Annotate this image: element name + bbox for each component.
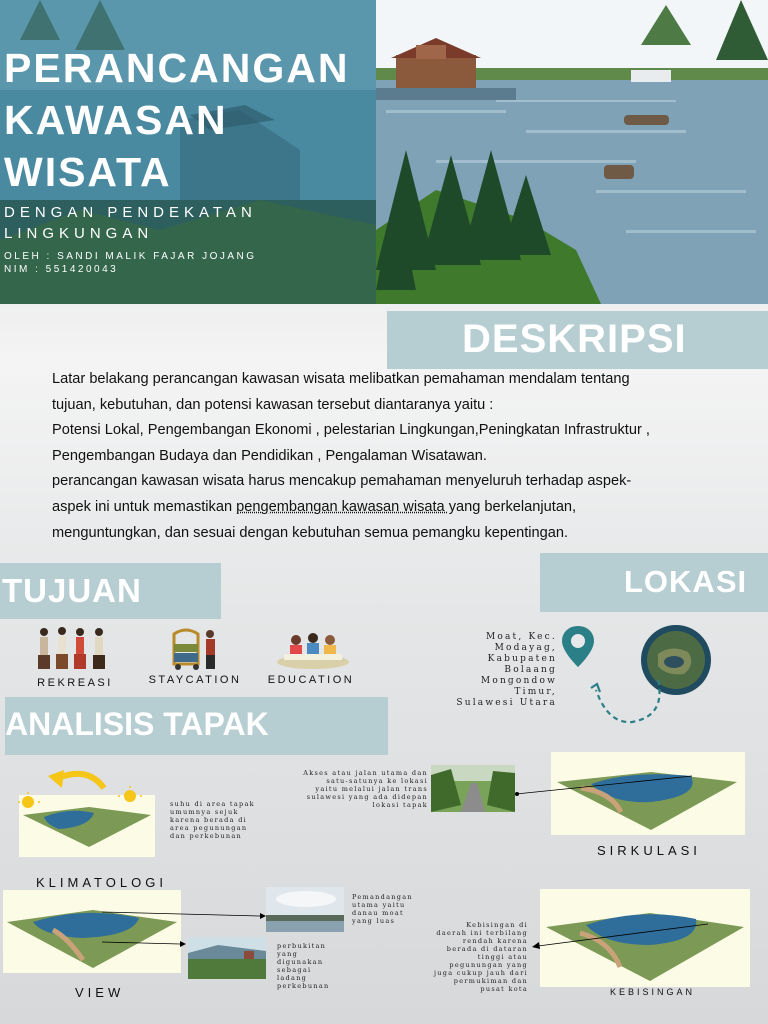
dashed-arrow-icon bbox=[588, 676, 666, 730]
hero-left-panel bbox=[0, 0, 376, 304]
view2-line-3: digunakan bbox=[277, 958, 324, 966]
sirk-note-4: sulawesi yang ada didepan bbox=[306, 793, 428, 801]
klimatologi-note bbox=[170, 800, 260, 840]
tujuan-heading-bar bbox=[0, 563, 221, 619]
address-line-3: Kabupaten bbox=[487, 654, 557, 664]
deskripsi-line-6 bbox=[52, 495, 752, 521]
keb-note-7: juga cukup jauh dari bbox=[433, 969, 528, 977]
sirk-note-1: Akses atau jalan utama dan bbox=[303, 769, 428, 777]
keb-note-2: daerah ini terbilang bbox=[436, 929, 528, 937]
deskripsi-paragraph bbox=[52, 367, 752, 546]
subtitle bbox=[4, 202, 257, 244]
klim-note-2: umumnya sejuk bbox=[170, 808, 239, 816]
sirk-note-5: lokasi tapak bbox=[372, 801, 428, 809]
subtitle-line-2: LINGKUNGAN bbox=[4, 225, 154, 242]
keb-note-5: tinggi atau bbox=[477, 953, 528, 961]
keb-note-9: pusat kota bbox=[480, 985, 528, 993]
keb-note-8: permukiman dan bbox=[453, 977, 528, 985]
lake-view-photo bbox=[266, 887, 344, 932]
main-title bbox=[4, 42, 349, 198]
title-line-3: WISATA bbox=[4, 149, 172, 195]
hills-photo bbox=[188, 937, 266, 979]
kebisingan-label: KEBISINGAN bbox=[610, 987, 696, 997]
line6-after: yang berkelanjutan, bbox=[448, 498, 577, 515]
address-line-6: Timur, bbox=[514, 687, 557, 697]
sirkulasi-label: SIRKULASI bbox=[597, 843, 701, 858]
klim-note-4: area pegunungan bbox=[170, 824, 248, 832]
lokasi-address bbox=[440, 632, 557, 709]
subtitle-line-1: DENGAN PENDEKATAN bbox=[4, 204, 257, 221]
sirk-note-3: yaitu melalui jalan trans bbox=[315, 785, 428, 793]
view2-line-6: perkebunan bbox=[277, 982, 330, 990]
hero-render-image bbox=[376, 0, 768, 304]
keb-note-4: berada di dataran bbox=[446, 945, 528, 953]
luggage-cart-icon bbox=[166, 626, 224, 672]
map-pin-icon bbox=[560, 624, 596, 670]
address-line-5: Mongondow bbox=[480, 676, 557, 686]
view-label: VIEW bbox=[75, 985, 125, 1000]
deskripsi-line-1: Latar belakang perancangan kawasan wisata melibatkan pemahaman mendalam tentang bbox=[52, 371, 630, 387]
deskripsi-line-5: perancangan kawasan wisata harus mencakup pemahaman menyeluruh terhadap aspek- bbox=[52, 473, 632, 490]
road-photo bbox=[431, 765, 515, 812]
author-block bbox=[4, 250, 257, 276]
line6-underlined-link[interactable]: pengembangan kawasan wisata bbox=[236, 498, 449, 515]
view1-line-1: Pemandangan bbox=[352, 893, 413, 901]
view2-line-2: yang bbox=[277, 950, 299, 958]
sirkulasi-pointer-line bbox=[514, 774, 694, 798]
lokasi-heading-bar bbox=[540, 553, 768, 612]
author-nim: NIM : 551420043 bbox=[4, 264, 119, 275]
view-note-1 bbox=[352, 893, 422, 925]
deskripsi-heading: DESKRIPSI bbox=[462, 317, 687, 361]
view2-line-4: sebagai bbox=[277, 966, 312, 974]
sirk-note-2: satu-satunya ke lokasi bbox=[326, 777, 428, 785]
author-name: OLEH : SANDI MALIK FAJAR JOJANG bbox=[4, 251, 257, 262]
tujuan-heading: TUJUAN bbox=[2, 572, 142, 609]
view1-line-3: danau moat bbox=[352, 909, 404, 917]
analisis-heading: ANALISIS TAPAK bbox=[5, 706, 269, 742]
view2-line-1: perbukitan bbox=[277, 942, 327, 950]
deskripsi-heading-bar bbox=[387, 311, 768, 369]
sirkulasi-note bbox=[298, 769, 428, 809]
klimatologi-label: KLIMATOLOGI bbox=[36, 875, 167, 890]
line6-before: aspek ini untuk memastikan bbox=[52, 498, 237, 515]
view1-line-2: utama yaitu bbox=[352, 901, 406, 909]
lake-render-illustration bbox=[376, 0, 768, 304]
sun-arrow-icon bbox=[18, 766, 148, 812]
address-line-1: Moat, Kec. bbox=[485, 632, 557, 642]
people-recreation-icon bbox=[32, 624, 114, 672]
deskripsi-line-4: Pengembangan Budaya dan Pendidikan , Pengalaman Wisatawan. bbox=[52, 447, 487, 464]
title-line-1: PERANCANGAN bbox=[4, 45, 350, 91]
keb-note-6: pegunungan yang bbox=[449, 961, 528, 969]
tujuan-label-staycation: STAYCATION bbox=[148, 674, 242, 686]
klim-note-3: karena berada di bbox=[170, 816, 248, 824]
keb-note-1: Kebisingan di bbox=[466, 921, 528, 929]
title-line-2: KAWASAN bbox=[4, 97, 228, 143]
deskripsi-line-3: Potensi Lokal, Pengembangan Ekonomi , pelestarian Lingkungan,Peningkatan Infrastruktur , bbox=[52, 422, 650, 439]
lokasi-heading: LOKASI bbox=[624, 564, 748, 599]
klim-note-1: suhu di area tapak bbox=[170, 800, 255, 808]
view1-line-4: yang luas bbox=[352, 917, 396, 925]
klim-note-5: dan perkebunan bbox=[170, 832, 242, 840]
address-line-4: Bolaang bbox=[504, 665, 557, 675]
view2-line-5: ladang bbox=[277, 974, 308, 982]
tujuan-label-education: EDUCATION bbox=[267, 674, 355, 686]
deskripsi-line-7: menguntungkan, dan sesuai dengan kebutuhan semua pemangku kepentingan. bbox=[52, 524, 569, 541]
kebisingan-pointer-line bbox=[530, 922, 710, 950]
address-line-7: Sulawesi Utara bbox=[456, 698, 557, 708]
tujuan-label-rekreasi: REKREASI bbox=[37, 677, 113, 689]
address-line-2: Modayag, bbox=[494, 643, 557, 653]
kebisingan-note bbox=[420, 921, 528, 993]
students-reading-icon bbox=[276, 630, 350, 670]
deskripsi-line-2: tujuan, kebutuhan, dan potensi kawasan tersebut diantaranya yaitu : bbox=[52, 396, 494, 413]
view-note-2 bbox=[277, 942, 337, 990]
keb-note-3: rendah karena bbox=[462, 937, 528, 945]
analisis-heading-bar bbox=[5, 697, 388, 755]
